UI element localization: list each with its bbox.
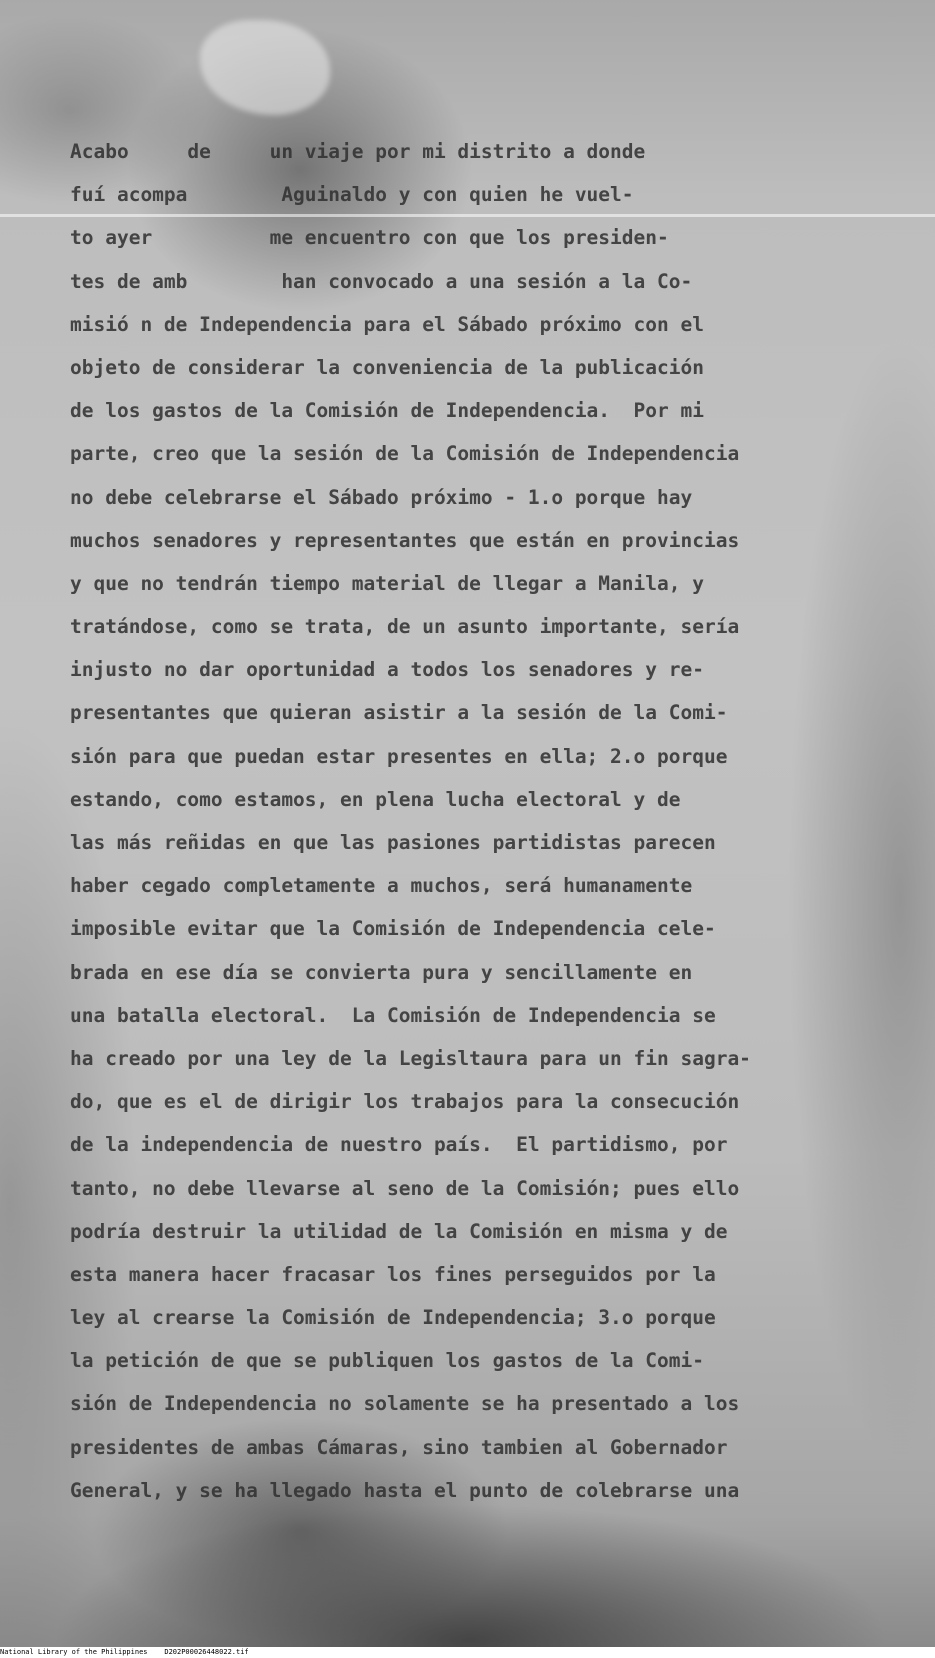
typed-line: sión de Independencia no solamente se ha presentado a los	[70, 1392, 740, 1416]
typed-line: misió n de Independencia para el Sábado próximo con el	[70, 312, 704, 336]
typed-line: las más reñidas en que las pasiones partidistas parecen	[70, 831, 716, 854]
typed-line: Acabo de un viaje por mi distrito a donde	[70, 140, 646, 163]
typed-line: haber cegado completamente a muchos, será humanamente	[70, 874, 693, 898]
typed-line: ha creado por una ley de la Legisltaura para un fin sagra-	[70, 1046, 751, 1070]
typewritten-text-block	[70, 130, 930, 1512]
typed-line: injusto no dar oportunidad a todos los senadores y re-	[70, 658, 704, 682]
typed-line: tanto, no debe llevarse al seno de la Comisión; pues ello	[70, 1176, 740, 1200]
typed-line: brada en ese día se convierta pura y sencillamente en	[70, 960, 693, 984]
typed-line: de la independencia de nuestro país. El partidismo, por	[70, 1133, 728, 1157]
typed-line: fuí acompa Aguinaldo y con quien he vuel-	[70, 183, 634, 207]
typed-line: parte, creo que la sesión de la Comisión de Independencia	[70, 442, 740, 466]
typed-line: tes de amb han convocado a una sesión a la Co-	[70, 269, 693, 293]
typed-line: y que no tendrán tiempo material de llegar a Manila, y	[70, 571, 704, 595]
typed-line: General, y se ha llegado hasta el punto de colebrarse una	[70, 1478, 740, 1502]
typed-line: presentantes que quieran asistir a la sesión de la Comi-	[70, 701, 728, 725]
typed-line: sión para que puedan estar presentes en ella; 2.o porque	[70, 744, 728, 768]
typed-line: do, que es el de dirigir los trabajos para la consecución	[70, 1090, 740, 1114]
typed-line: imposible evitar que la Comisión de Independencia cele-	[70, 917, 716, 941]
typed-line: podría destruir la utilidad de la Comisión en misma y de	[70, 1219, 728, 1243]
typed-line: no debe celebrarse el Sábado próximo - 1.o porque hay	[70, 485, 693, 509]
paper-tear-stain	[200, 20, 330, 115]
archive-caption: National Library of the Philippines D202P00026448022.tif	[0, 1647, 935, 1658]
typed-line: muchos senadores y representantes que están en provincias	[70, 528, 740, 552]
typed-line: la petición de que se publiquen los gastos de la Comi-	[70, 1349, 704, 1373]
typed-line: tratándose, como se trata, de un asunto importante, sería	[70, 615, 740, 639]
typed-line: estando, como estamos, en plena lucha electoral y de	[70, 787, 681, 811]
typed-line: objeto de considerar la conveniencia de la publicación	[70, 355, 704, 379]
typed-line: una batalla electoral. La Comisión de Independencia se	[70, 1003, 716, 1027]
typed-line: ley al crearse la Comisión de Independencia; 3.o porque	[70, 1306, 716, 1330]
typed-line: de los gastos de la Comisión de Independencia. Por mi	[70, 399, 704, 423]
typed-line: esta manera hacer fracasar los fines perseguidos por la	[70, 1262, 716, 1286]
typed-line: presidentes de ambas Cámaras, sino tambien al Gobernador	[70, 1435, 728, 1459]
typed-line: to ayer me encuentro con que los presiden-	[70, 226, 669, 250]
